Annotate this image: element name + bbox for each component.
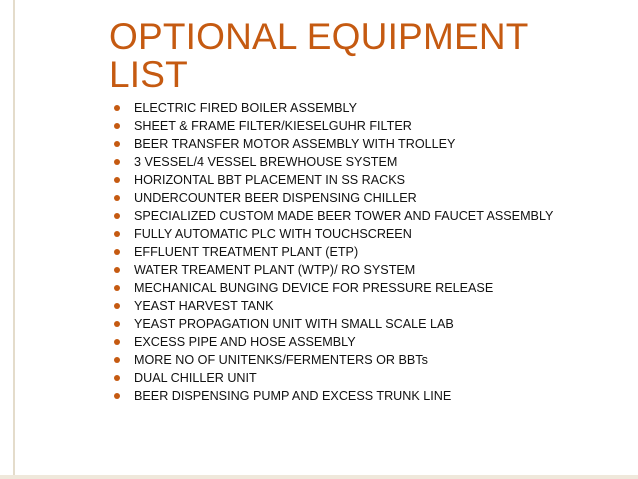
list-item: [109, 225, 629, 243]
slide-title-line: LIST: [109, 54, 188, 95]
bullet-icon: [114, 321, 120, 327]
bullet-icon: [114, 393, 120, 399]
list-item-text: UNDERCOUNTER BEER DISPENSING CHILLER: [134, 191, 417, 205]
bullet-icon: [114, 213, 120, 219]
bottom-decorative-band: [0, 475, 638, 479]
list-item: [109, 135, 629, 153]
slide-title: [109, 18, 629, 94]
list-item-text: MORE NO OF UNITENKS/FERMENTERS OR BBTs: [134, 353, 428, 367]
list-item-text: FULLY AUTOMATIC PLC WITH TOUCHSCREEN: [134, 227, 412, 241]
left-decorative-rule: [13, 0, 15, 479]
list-item: [109, 189, 629, 207]
list-item: [109, 261, 629, 279]
list-item: [109, 333, 629, 351]
list-item-text: SHEET & FRAME FILTER/KIESELGUHR FILTER: [134, 119, 412, 133]
list-item-text: EXCESS PIPE AND HOSE ASSEMBLY: [134, 335, 356, 349]
list-item-text: BEER DISPENSING PUMP AND EXCESS TRUNK LINE: [134, 389, 452, 403]
list-item-text: YEAST PROPAGATION UNIT WITH SMALL SCALE LAB: [134, 317, 454, 331]
bullet-icon: [114, 105, 120, 111]
list-item: [109, 387, 629, 405]
bullet-icon: [114, 123, 120, 129]
bullet-icon: [114, 231, 120, 237]
list-item-text: DUAL CHILLER UNIT: [134, 371, 257, 385]
list-item: [109, 117, 629, 135]
list-item: [109, 297, 629, 315]
list-item: [109, 351, 629, 369]
list-item: [109, 153, 629, 171]
list-item: [109, 99, 629, 117]
list-item: [109, 369, 629, 387]
list-item: [109, 315, 629, 333]
list-item-text: WATER TREAMENT PLANT (WTP)/ RO SYSTEM: [134, 263, 416, 277]
list-item-text: MECHANICAL BUNGING DEVICE FOR PRESSURE RELEASE: [134, 281, 494, 295]
list-item-text: ELECTRIC FIRED BOILER ASSEMBLY: [134, 101, 358, 115]
bullet-icon: [114, 267, 120, 273]
bullet-icon: [114, 249, 120, 255]
bullet-icon: [114, 375, 120, 381]
slide-title-line: OPTIONAL EQUIPMENT: [109, 16, 529, 57]
list-item-text: YEAST HARVEST TANK: [134, 299, 274, 313]
bullet-icon: [114, 141, 120, 147]
bullet-icon: [114, 303, 120, 309]
bullet-icon: [114, 159, 120, 165]
bullet-icon: [114, 357, 120, 363]
list-item-text: EFFLUENT TREATMENT PLANT (ETP): [134, 245, 359, 259]
list-item-text: 3 VESSEL/4 VESSEL BREWHOUSE SYSTEM: [134, 155, 398, 169]
list-item: [109, 171, 629, 189]
list-item-text: HORIZONTAL BBT PLACEMENT IN SS RACKS: [134, 173, 406, 187]
bullet-icon: [114, 195, 120, 201]
list-item: [109, 279, 629, 297]
list-item-text: BEER TRANSFER MOTOR ASSEMBLY WITH TROLLEY: [134, 137, 456, 151]
list-item-text: SPECIALIZED CUSTOM MADE BEER TOWER AND FAUCET ASSEMBLY: [134, 209, 554, 223]
equipment-list: [109, 99, 629, 405]
bullet-icon: [114, 339, 120, 345]
list-item: [109, 207, 629, 225]
bullet-icon: [114, 177, 120, 183]
list-item: [109, 243, 629, 261]
bullet-icon: [114, 285, 120, 291]
